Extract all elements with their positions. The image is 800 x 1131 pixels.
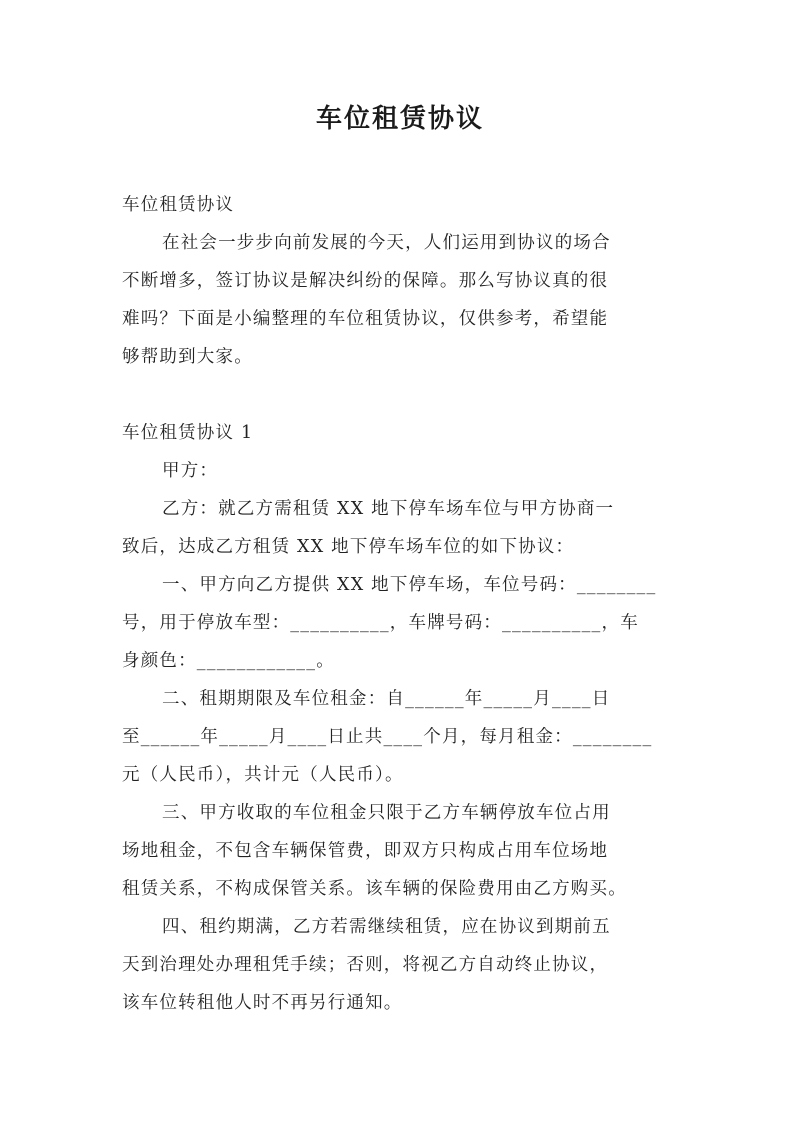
intro-line-2: 不断增多，签订协议是解决纠纷的保障。那么写协议真的很 (122, 271, 609, 291)
intro-line-1: 在社会一步步向前发展的今天，人们运用到协议的场合 (162, 233, 611, 253)
party-a-line: 甲方： (162, 461, 219, 481)
clause3-line-3: 租赁关系，不构成保管关系。该车辆的保险费用由乙方购买。 (122, 879, 627, 899)
party-b-line-2: 致后，达成乙方租赁 XX 地下停车场车位的如下协议： (122, 537, 575, 557)
document-subtitle: 车位租赁协议 (122, 195, 235, 215)
clause4-line-3: 该车位转租他人时不再另行通知。 (122, 993, 403, 1013)
party-b-line-1: 乙方：就乙方需租赁 XX 地下停车场车位与甲方协商一 (162, 499, 615, 519)
clause1-line-2: 号，用于停放车型：__________，车牌号码：__________，车 (122, 613, 639, 633)
intro-line-3: 难吗？下面是小编整理的车位租赁协议，仅供参考，希望能 (122, 309, 609, 329)
clause4-line-2: 天到治理处办理租凭手续；否则，将视乙方自动终止协议， (122, 955, 609, 975)
clause2-line-1: 二、租期期限及车位租金：自______年_____月____日 (162, 689, 611, 709)
clause2-line-3: 元（人民币），共计元（人民币）。 (122, 765, 404, 785)
document-title: 车位租赁协议 (315, 104, 484, 134)
clause1-line-1: 一、甲方向乙方提供 XX 地下停车场，车位号码：________ (162, 575, 657, 595)
intro-line-4: 够帮助到大家。 (122, 347, 253, 367)
clause4-line-1: 四、租约期满，乙方若需继续租赁，应在协议到期前五 (162, 917, 611, 937)
clause2-line-2: 至______年_____月____日止共____个月，每月租金：________ (122, 727, 653, 747)
section-heading: 车位租赁协议 1 (122, 423, 254, 443)
clause3-line-2: 场地租金，不包含车辆保管费，即双方只构成占用车位场地 (122, 841, 609, 861)
clause1-line-3: 身颜色：____________。 (122, 651, 335, 671)
clause3-line-1: 三、甲方收取的车位租金只限于乙方车辆停放车位占用 (162, 803, 611, 823)
